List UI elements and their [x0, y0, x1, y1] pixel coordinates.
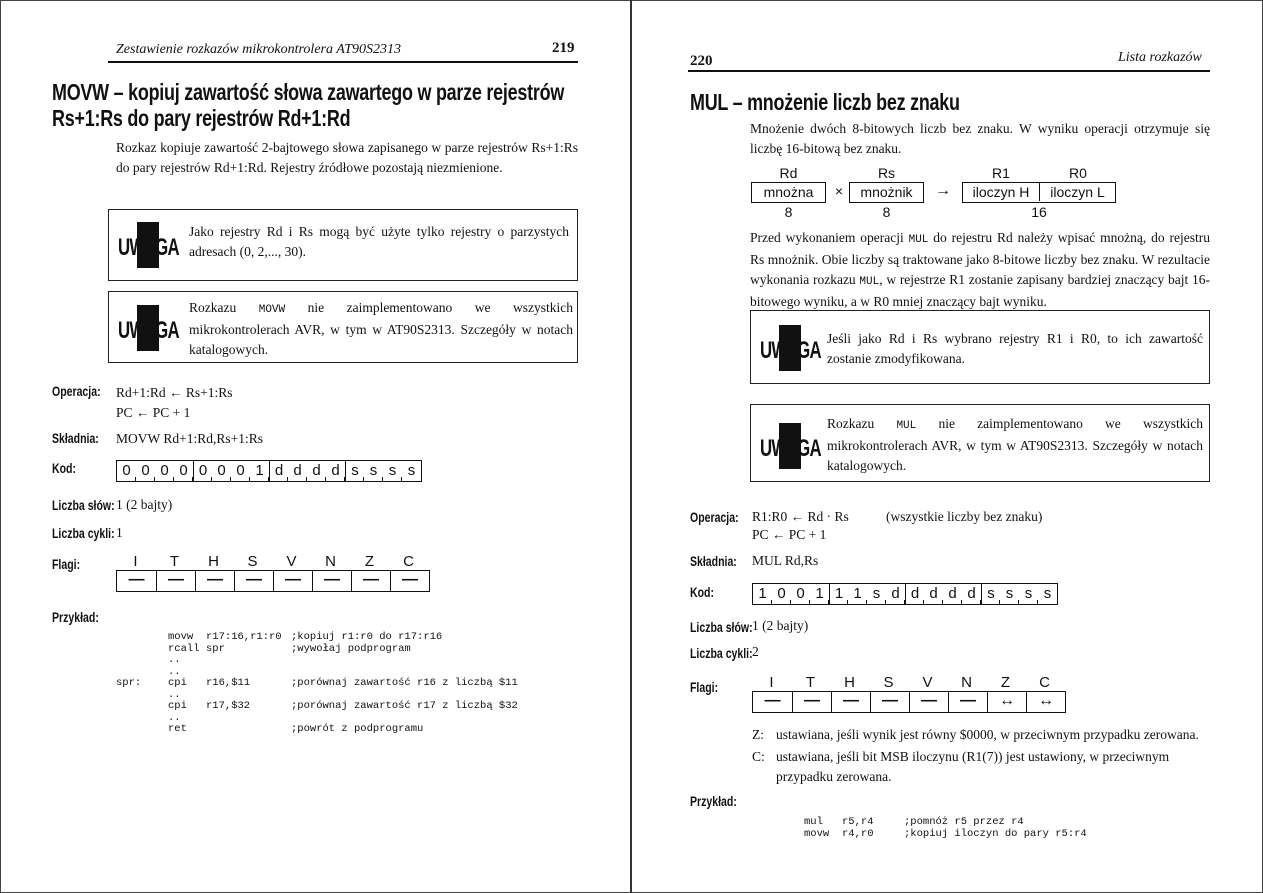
words-label: Liczba słów:: [52, 498, 115, 513]
syntax-label: Składnia:: [52, 431, 99, 446]
product-box: [962, 182, 1116, 203]
opcode-bit: 0: [791, 584, 810, 604]
multiplier-box: mnożnik: [849, 182, 924, 203]
syntax: MOVW Rd+1:Rd,Rs+1:Rs: [116, 431, 264, 446]
flag-name: H: [208, 553, 219, 570]
result-bits: 16: [1031, 204, 1047, 220]
cycles-value: 1: [116, 525, 123, 540]
flag-value: —: [764, 692, 781, 709]
flag-value: —: [351, 571, 390, 591]
opcode-bit: s: [1019, 584, 1038, 604]
flag-value: —: [870, 692, 909, 712]
warning-icon: UWAGA: [115, 305, 185, 351]
opcode-bit: 1: [829, 584, 848, 604]
flag-name: Z: [364, 553, 375, 570]
opcode-bit: 0: [772, 584, 791, 604]
flag-name: V: [286, 553, 297, 570]
flags-label: Flagi:: [690, 680, 719, 695]
words-label: Liczba słów:: [690, 620, 753, 635]
note-box: [750, 404, 1210, 482]
flag-note: Z: ustawiana, jeśli wynik jest równy $0000, w przeciwnym przypadku zerowana.: [752, 727, 1199, 742]
flag-name: C: [1039, 674, 1050, 691]
section-title: MUL – mnożenie liczb bez znaku: [690, 89, 960, 115]
flag-value: —: [128, 571, 145, 588]
r0-label: R0: [1069, 165, 1087, 181]
opcode-bit: s: [364, 461, 383, 481]
opcode-bit: d: [943, 584, 962, 604]
rd-label: Rd: [779, 165, 798, 181]
multiplicand-box: mnożna: [751, 182, 826, 203]
code-label: Kod:: [52, 461, 76, 476]
flag-value: —: [273, 571, 312, 591]
code-label: Kod:: [690, 585, 714, 600]
rs-bits: 8: [882, 204, 891, 220]
opcode-bit: s: [1043, 585, 1052, 602]
note-text: Jako rejestry Rd i Rs mogą być użyte tylko rejestry o parzystych adresach (0, 2,..., 30).: [189, 224, 569, 259]
flag-value: ↔: [987, 692, 1026, 712]
flag-name: T: [169, 553, 180, 570]
operation-line: R1:R0 ← Rd · Rs: [752, 509, 849, 524]
multiply-sign: ×: [834, 183, 844, 199]
opcode-bit: d: [886, 584, 905, 604]
flag-value: —: [156, 571, 195, 591]
instruction-description: Mnożenie dwóch 8-bitowych liczb bez znaku. W wyniku operacji otrzymuje się liczbę 16-bitową bez znaku.: [750, 121, 1210, 156]
operation-line: PC ← PC + 1: [116, 405, 191, 420]
flag-value: —: [792, 692, 831, 712]
flag-name: C: [403, 553, 414, 570]
opcode-bit: 1: [810, 584, 829, 604]
opcode-bit: s: [407, 462, 416, 479]
flag-notes: [752, 725, 1212, 789]
note-text: Jeśli jako Rd i Rs wybrano rejestry R1 i R0, to ich zawartość zostanie zmodyfikowana.: [827, 331, 1203, 366]
opcode-bit: s: [383, 461, 402, 481]
running-header: Lista rozkazów: [1118, 50, 1202, 65]
flag-name: S: [247, 553, 258, 570]
opcode-bit: 0: [212, 461, 231, 481]
flag-value: —: [390, 571, 429, 591]
result-arrow: →: [935, 182, 951, 199]
flags-label: Flagi:: [52, 557, 81, 572]
page-number: 219: [552, 40, 575, 56]
section-title-line1: MOVW – kopiuj zawartość słowa zawartego w parze rejestrów: [52, 79, 565, 105]
flag-value: —: [948, 692, 987, 712]
opcode-bit: d: [288, 461, 307, 481]
opcode-bit: 0: [193, 461, 212, 481]
flag-values: [752, 691, 1066, 713]
flag-value: —: [831, 692, 870, 712]
note-box: [108, 209, 578, 281]
flag-name: I: [769, 674, 774, 691]
instruction-description: Rozkaz kopiuje zawartość 2-bajtowego słowa zapisanego w parze rejestrów Rs+1:Rs do pary rejestrów Rd+1:Rd. Rejestry źródłowe pozostają niezmienione.: [116, 140, 578, 175]
flag-value: —: [312, 571, 351, 591]
operation-line: PC ← PC + 1: [752, 527, 827, 542]
operation-label: Operacja:: [52, 384, 101, 399]
section-title-line2: Rs+1:Rs do pary rejestrów Rd+1:Rd: [52, 105, 351, 131]
operation-explanation: Przed wykonaniem operacji MUL do rejestru Rd należy wpisać mnożną, do rejestru Rs mnożnik. Obie liczby są traktowane jako 8-bitowe liczby bez znaku. W rezultacie wykonania rozkazu MUL, w rejestrze R1 zostanie zapisany bardziej znaczący bajt 16-bitowego wyniku, a w R0 mniej znaczący bajt wyniku.: [750, 230, 1210, 309]
cycles-value: 2: [752, 644, 759, 659]
opcode-bit: 0: [174, 461, 193, 481]
cycles-label: Liczba cykli:: [52, 526, 115, 541]
note-text: Rozkazu MUL nie zaimplementowano we wszystkich mikrokontrolerach AVR, w tym w AT90S2313. Szczegóły w notach katalogowych.: [827, 416, 1203, 473]
flag-value: ↔: [1026, 692, 1065, 712]
opcode-bits: [116, 460, 422, 482]
rs-label: Rs: [877, 165, 896, 181]
rd-bits: 8: [784, 204, 793, 220]
opcode-bit: d: [269, 461, 288, 481]
opcode-bit: 0: [136, 461, 155, 481]
page-gutter: [630, 0, 632, 893]
opcode-bit: 0: [117, 461, 136, 481]
syntax-label: Składnia:: [690, 554, 737, 569]
opcode-bit: d: [924, 584, 943, 604]
warning-icon: UWAGA: [757, 325, 827, 371]
flag-name: V: [922, 674, 933, 691]
opcode-bit: 1: [848, 584, 867, 604]
flag-names: [752, 674, 1064, 691]
r1-label: R1: [992, 165, 1010, 181]
cycles-label: Liczba cykli:: [690, 646, 753, 661]
flag-note: C: ustawiana, jeśli bit MSB iloczynu (R1(7)) jest ustawiony, w przeciwnym przypadku zerowana.: [752, 749, 1170, 784]
opcode-bit: 0: [155, 461, 174, 481]
product-low: iloczyn L: [1039, 183, 1115, 201]
flag-names: [116, 553, 428, 570]
note-text: Rozkazu MOVW nie zaimplementowano we wszystkich mikrokontrolerach AVR, w tym w AT90S2313. Szczegóły w notach katalogowych.: [189, 300, 573, 357]
flag-name: S: [883, 674, 894, 691]
opcode-bit: 1: [753, 584, 772, 604]
flag-values: [116, 570, 430, 592]
opcode-bit: s: [345, 461, 364, 481]
opcode-bit: s: [1000, 584, 1019, 604]
words-value: 1 (2 bajty): [752, 618, 809, 633]
note-box: [108, 291, 578, 363]
opcode-bit: d: [962, 584, 981, 604]
flag-name: Z: [1000, 674, 1011, 691]
flag-name: N: [961, 674, 972, 691]
syntax: MUL Rd,Rs: [752, 553, 819, 568]
opcode-bit: s: [867, 584, 886, 604]
product-high: iloczyn H: [972, 184, 1030, 200]
page-number: 220: [690, 53, 713, 69]
example-label: Przykład:: [52, 610, 99, 625]
operation-label: Operacja:: [690, 510, 739, 525]
opcode-bit: d: [326, 461, 345, 481]
operation-comment: (wszystkie liczby bez znaku): [886, 509, 1043, 524]
running-header: Zestawienie rozkazów mikrokontrolera AT90S2313: [116, 42, 402, 57]
opcode-bit: 1: [250, 461, 269, 481]
flag-name: N: [325, 553, 336, 570]
note-box: [750, 310, 1210, 384]
words-value: 1 (2 bajty): [116, 497, 173, 512]
flag-value: —: [195, 571, 234, 591]
example-label: Przykład:: [690, 794, 737, 809]
flag-name: T: [805, 674, 816, 691]
opcode-bit: s: [981, 584, 1000, 604]
opcode-bits: [752, 583, 1058, 605]
header-rule: [688, 70, 1210, 72]
flag-name: I: [133, 553, 138, 570]
operation-line: Rd+1:Rd ← Rs+1:Rs: [116, 385, 233, 400]
flag-value: —: [234, 571, 273, 591]
flag-value: —: [909, 692, 948, 712]
opcode-bit: d: [307, 461, 326, 481]
opcode-bit: 0: [231, 461, 250, 481]
warning-icon: UWAGA: [757, 423, 827, 469]
flag-name: H: [844, 674, 855, 691]
opcode-bit: d: [905, 584, 924, 604]
warning-icon: UWAGA: [115, 222, 185, 268]
header-rule: [108, 61, 578, 63]
